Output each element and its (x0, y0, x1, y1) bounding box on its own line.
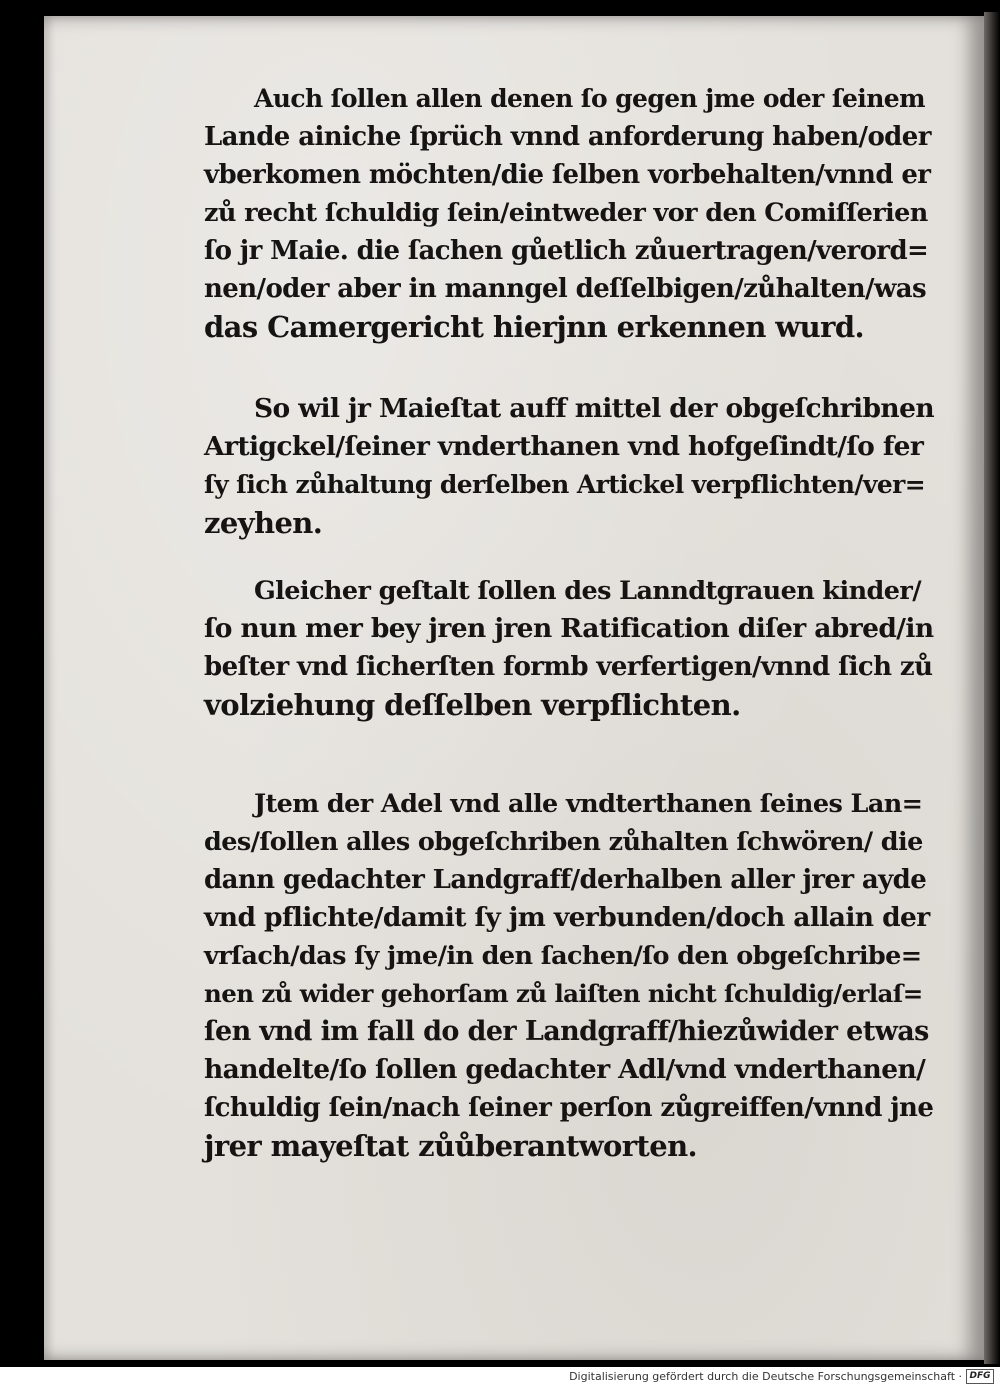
text-line: ſchuldig ſein/nach ſeiner perſon zůgreiffen/vnnd jne (204, 1093, 934, 1123)
text-line: vberkomen möchten/die ſelben vorbehalten/vnnd er (204, 160, 931, 190)
text-line: zeyhen. (204, 506, 323, 540)
text-line: So wil jr Maieſtat auff mittel der obgeſchribnen (254, 393, 935, 424)
dfg-logo-icon: DFG (966, 1369, 994, 1384)
text-line: vnd pflichte/damit ſy jm verbunden/doch allain der (204, 902, 930, 933)
text-line: Lande ainiche ſprüch vnnd anforderung haben/oder (204, 122, 931, 152)
text-line: Artigckel/ſeiner vnderthanen vnd hofgeſindt/ſo fer (204, 431, 924, 462)
text-line: ſen vnd im fall do der Landgraff/hiezůwider etwas (204, 1016, 929, 1047)
text-line: jrer mayeſtat zůůberantworten. (204, 1129, 698, 1163)
page-edge (984, 12, 1000, 1364)
text-line: dann gedachter Landgraff/derhalben aller jrer ayde (204, 865, 927, 895)
text-line: vrſach/das ſy jme/in den ſachen/ſo den obgeſchribe= (204, 941, 922, 971)
text-line: beſter vnd ſicherſten formb verfertigen/vnnd ſich zů (204, 652, 933, 682)
text-line: Gleicher geſtalt ſollen des Lanndtgrauen kinder/ (254, 576, 921, 606)
text-line: volziehung deſſelben verpflichten. (204, 688, 741, 722)
text-line: ſo jr Maie. die ſachen gůetlich zůuertragen/verord= (204, 236, 929, 266)
text-line: nen zů wider gehorſam zů laiſten nicht ſchuldig/erlaſ= (204, 979, 923, 1008)
text-line: des/ſollen alles obgeſchriben zůhalten ſchwören/ die (204, 827, 923, 857)
text-line: handelte/ſo ſollen gedachter Adl/vnd vnderthanen/ (204, 1054, 926, 1085)
text-line: nen/oder aber in manngel deſſelbigen/zůhalten/was (204, 274, 927, 304)
paragraph-3 (204, 572, 934, 724)
text-line: Jtem der Adel vnd alle vndterthanen ſeines Lan= (254, 789, 923, 819)
paragraph-2 (204, 390, 934, 542)
funding-credit: Digitalisierung gefördert durch die Deutsche Forschungsgemeinschaft · (569, 1370, 962, 1383)
footer-bar (0, 1367, 1000, 1387)
text-line: Auch ſollen allen denen ſo gegen jme oder ſeinem (254, 84, 925, 113)
text-line: das Camergericht hierjnn erkennen wurd. (204, 310, 864, 344)
paragraph-1 (204, 80, 934, 346)
text-line: ſy ſich zůhaltung derſelben Artickel verpflichten/ver= (204, 470, 926, 499)
text-line: zů recht ſchuldig ſein/eintweder vor den Comiſſerien (204, 198, 928, 228)
paragraph-4 (204, 785, 934, 1165)
text-line: ſo nun mer bey jren jren Ratification diſer abred/in (204, 613, 934, 644)
